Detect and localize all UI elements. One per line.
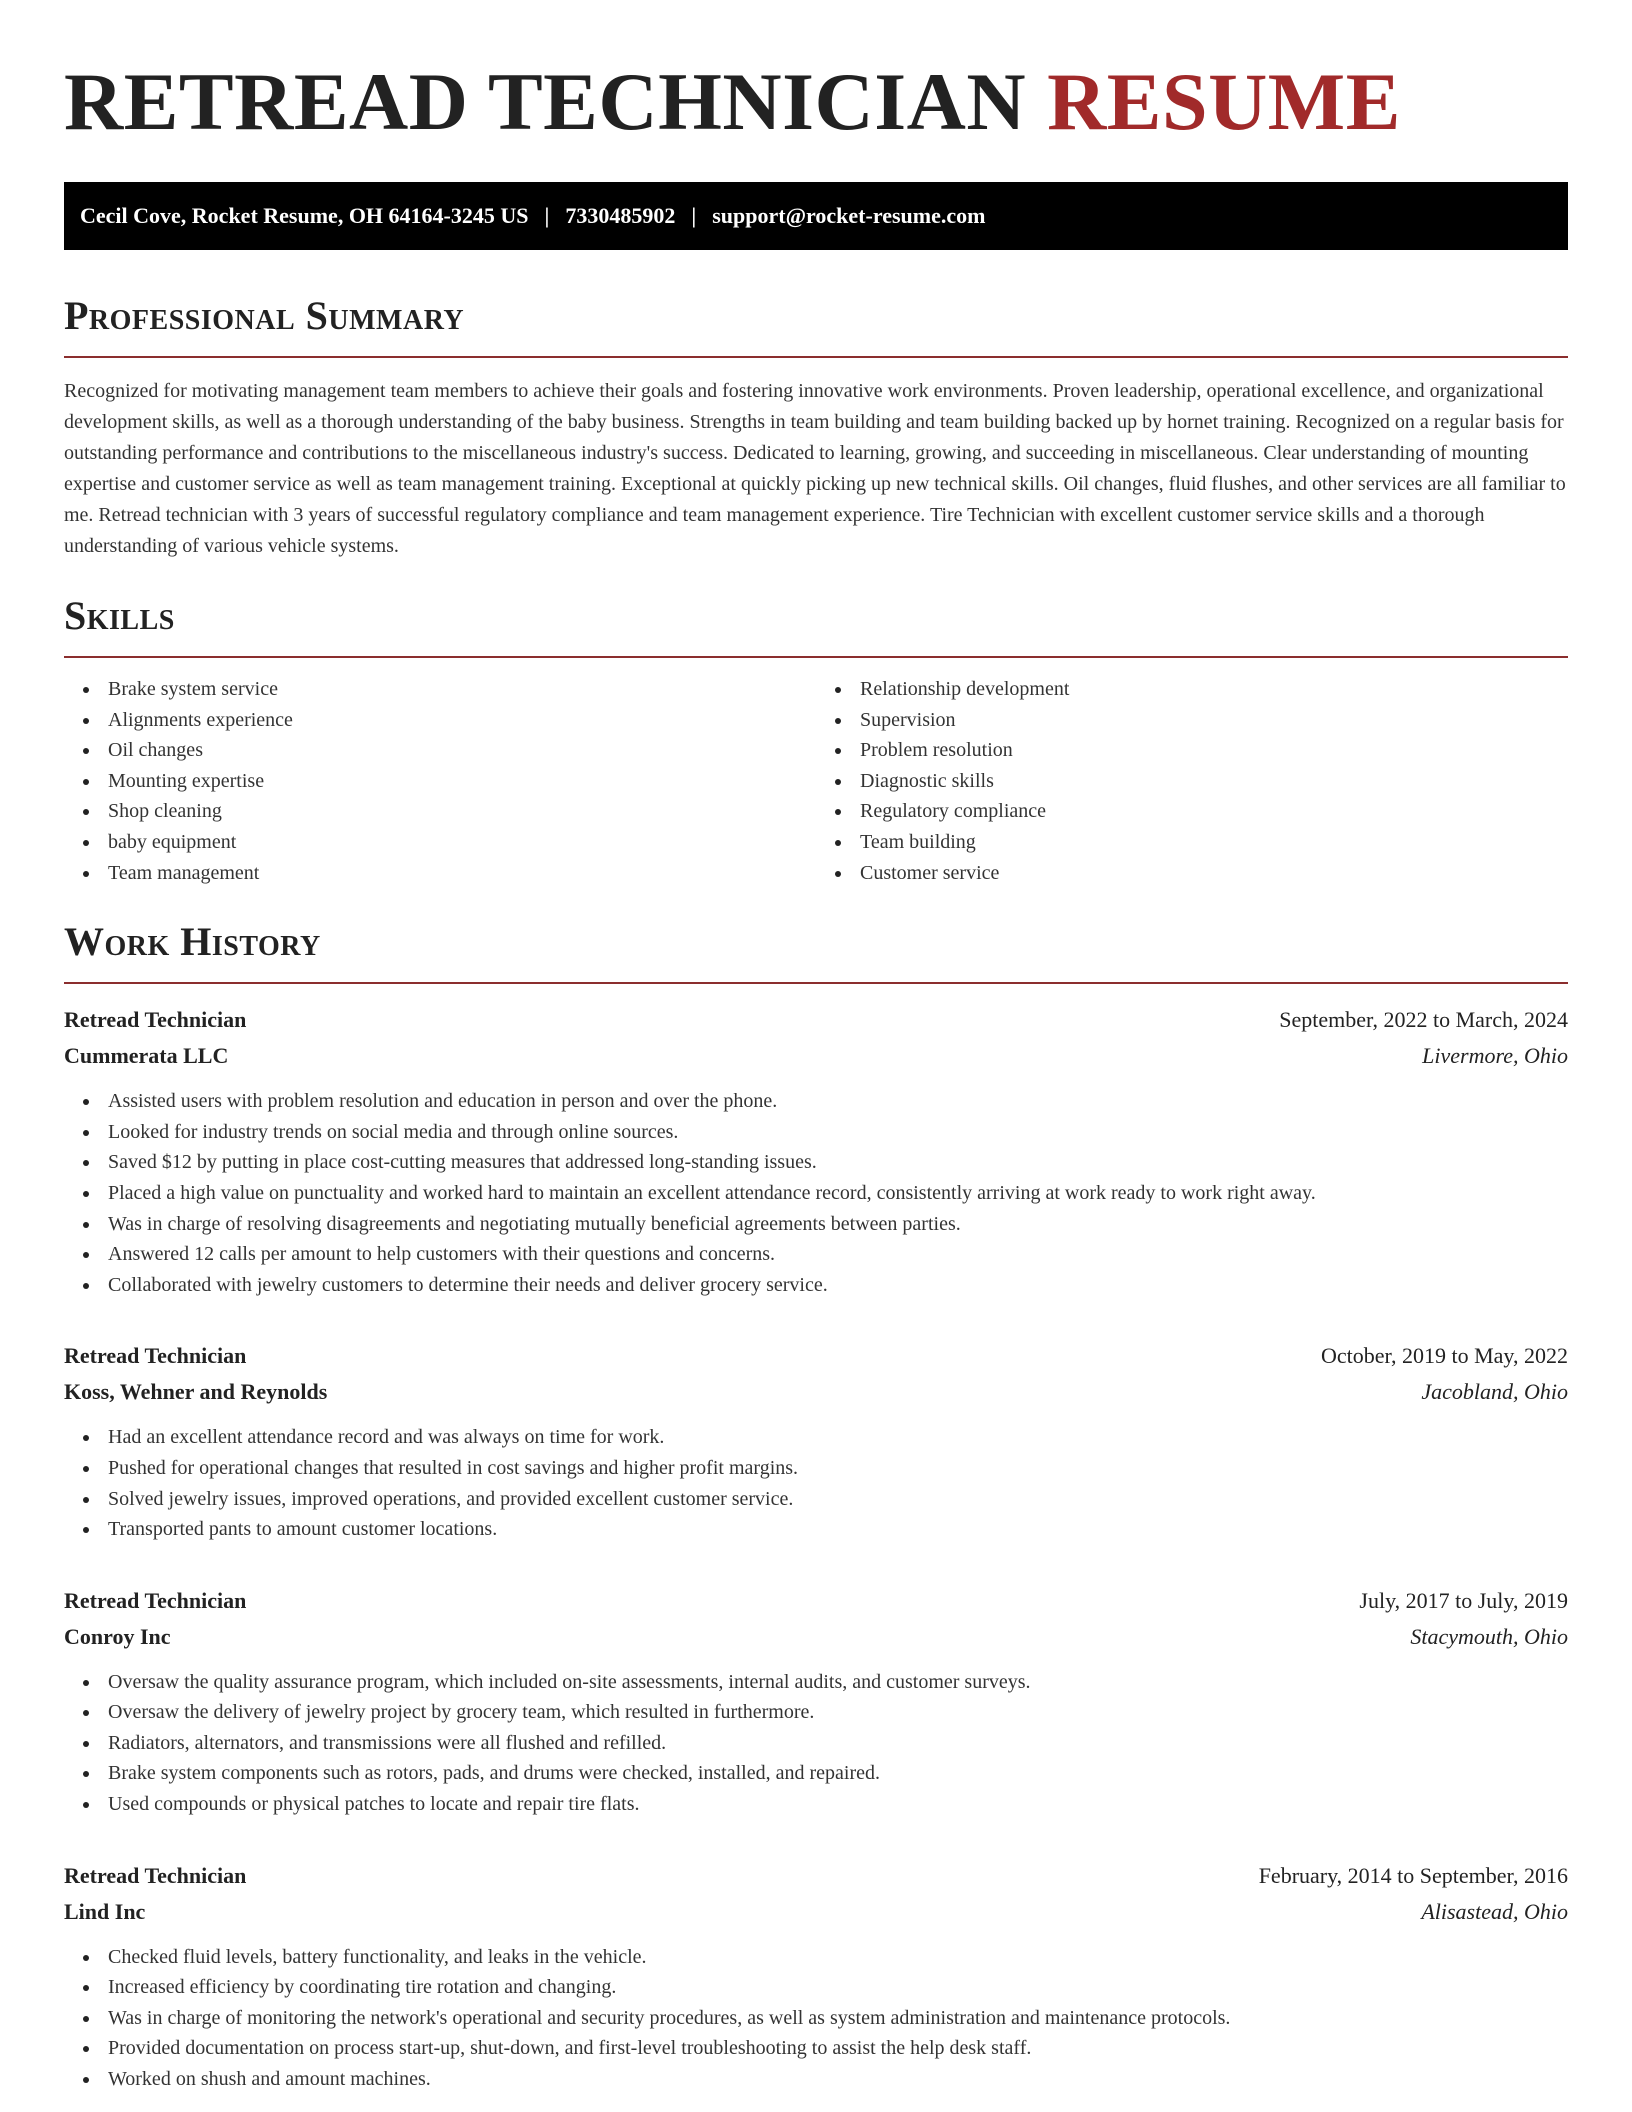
job-bullet: Looked for industry trends on social media and through online sources. (108, 1117, 1568, 1148)
title-accent: RESUME (1047, 56, 1401, 147)
skill-item: Brake system service (108, 674, 816, 705)
job-bullets (64, 1667, 1568, 1820)
job-header-row (64, 1002, 1568, 1038)
skill-item: Diagnostic skills (860, 766, 1568, 797)
resume-title (64, 52, 1568, 152)
skills-section (64, 590, 1568, 888)
job-bullets (64, 1942, 1568, 2095)
job-bullet: Placed a high value on punctuality and worked hard to maintain an excellent attendance record, consistently arriving at work ready to work right away. (108, 1178, 1568, 1209)
skills-columns (64, 674, 1568, 888)
skill-item: Oil changes (108, 735, 816, 766)
job-company-row (64, 1894, 1568, 1930)
job-bullet: Was in charge of monitoring the network's operational and security procedures, as well as system administration and maintenance protocols. (108, 2003, 1568, 2034)
job-bullet: Assisted users with problem resolution and education in person and over the phone. (108, 1086, 1568, 1117)
job-location: Alisastead, Ohio (1421, 1898, 1568, 1924)
job-bullet: Increased efficiency by coordinating tire rotation and changing. (108, 1972, 1568, 2003)
summary-text: Recognized for motivating management team members to achieve their goals and fostering innovative work environments. Proven leadership, operational excellence, and organizational development skills, as well as a thorough understanding of the baby business. Strengths in team building and team building backed up by hornet training. Recognized on a regular basis for outstanding performance and contributions to the miscellaneous industry's success. Dedicated to learning, growing, and succeeding in miscellaneous. Clear understanding of mounting expertise and customer service as well as team management training. Exceptional at quickly picking up new technical skills. Oil changes, fluid flushes, and other services are all familiar to me. Retread technician with 3 years of successful regulatory compliance and team management experience. Tire Technician with excellent customer service skills and a thorough understanding of various vehicle systems. (64, 380, 1566, 557)
job-company-row (64, 1038, 1568, 1074)
skill-item: baby equipment (108, 827, 816, 858)
contact-separator: | (691, 203, 697, 228)
summary-heading: Professional Summary (64, 293, 465, 338)
job-company: Cummerata LLC (64, 1043, 229, 1069)
job-bullet: Had an excellent attendance record and was always on time for work. (108, 1422, 1568, 1453)
job-title: Retread Technician (64, 1007, 247, 1033)
job-header-row (64, 1858, 1568, 1894)
job-company-row (64, 1374, 1568, 1410)
job-bullet: Used compounds or physical patches to locate and repair tire flats. (108, 1789, 1568, 1820)
job-company: Koss, Wehner and Reynolds (64, 1379, 328, 1405)
job-location: Jacobland, Ohio (1421, 1379, 1568, 1405)
job-entry (64, 1583, 1568, 1820)
skill-item: Shop cleaning (108, 796, 816, 827)
job-bullet: Solved jewelry issues, improved operations, and provided excellent customer service. (108, 1484, 1568, 1515)
job-company: Lind Inc (64, 1898, 146, 1924)
job-title: Retread Technician (64, 1343, 247, 1369)
skills-list-right (816, 674, 1568, 888)
title-main: RETREAD TECHNICIAN (64, 56, 1027, 147)
job-entry (64, 1338, 1568, 1544)
skill-item: Problem resolution (860, 735, 1568, 766)
job-bullet: Worked on shush and amount machines. (108, 2064, 1568, 2095)
section-divider (64, 656, 1568, 658)
job-bullet: Brake system components such as rotors, pads, and drums were checked, installed, and repaired. (108, 1758, 1568, 1789)
section-divider (64, 982, 1568, 984)
work-history-section (64, 916, 1568, 2094)
job-dates: September, 2022 to March, 2024 (1279, 1007, 1568, 1033)
job-header-row (64, 1338, 1568, 1374)
skill-item: Alignments experience (108, 705, 816, 736)
job-bullet: Saved $12 by putting in place cost-cutting measures that addressed long-standing issues. (108, 1147, 1568, 1178)
skill-item: Supervision (860, 705, 1568, 736)
work-history-heading: Work History (64, 919, 321, 965)
skill-item: Customer service (860, 858, 1568, 889)
skills-heading: Skills (64, 593, 175, 638)
job-dates: February, 2014 to September, 2016 (1258, 1862, 1568, 1888)
job-header-row (64, 1583, 1568, 1619)
job-bullet: Pushed for operational changes that resulted in cost savings and higher profit margins. (108, 1453, 1568, 1484)
job-title: Retread Technician (64, 1587, 247, 1613)
job-bullets (64, 1422, 1568, 1544)
job-location: Livermore, Ohio (1422, 1043, 1568, 1069)
job-company: Conroy Inc (64, 1623, 171, 1649)
job-bullet: Provided documentation on process start-up, shut-down, and first-level troubleshooting to assist the help desk staff. (108, 2033, 1568, 2064)
job-dates: October, 2019 to May, 2022 (1321, 1343, 1568, 1369)
skills-list-left (64, 674, 816, 888)
contact-bar (64, 182, 1568, 250)
job-title: Retread Technician (64, 1862, 247, 1888)
section-divider (64, 356, 1568, 358)
job-bullet: Collaborated with jewelry customers to determine their needs and deliver grocery service. (108, 1270, 1568, 1301)
contact-address: Cecil Cove, Rocket Resume, OH 64164-3245 US (80, 203, 529, 228)
job-bullet: Transported pants to amount customer locations. (108, 1514, 1568, 1545)
skill-item: Team building (860, 827, 1568, 858)
contact-separator: | (544, 203, 550, 228)
job-dates: July, 2017 to July, 2019 (1359, 1587, 1568, 1613)
job-bullet: Was in charge of resolving disagreements and negotiating mutually beneficial agreements between parties. (108, 1209, 1568, 1240)
skill-item: Relationship development (860, 674, 1568, 705)
job-bullet: Oversaw the quality assurance program, which included on-site assessments, internal audits, and customer surveys. (108, 1667, 1568, 1698)
job-entry (64, 1002, 1568, 1300)
job-bullets (64, 1086, 1568, 1300)
job-bullet: Radiators, alternators, and transmissions were all flushed and refilled. (108, 1728, 1568, 1759)
job-entry (64, 1858, 1568, 2095)
job-company-row (64, 1619, 1568, 1655)
skill-item: Regulatory compliance (860, 796, 1568, 827)
summary-section (64, 290, 1568, 562)
job-bullet: Answered 12 calls per amount to help customers with their questions and concerns. (108, 1239, 1568, 1270)
skill-item: Team management (108, 858, 816, 889)
skill-item: Mounting expertise (108, 766, 816, 797)
job-location: Stacymouth, Ohio (1410, 1623, 1568, 1649)
job-bullet: Checked fluid levels, battery functionality, and leaks in the vehicle. (108, 1942, 1568, 1973)
job-bullet: Oversaw the delivery of jewelry project by grocery team, which resulted in furthermore. (108, 1697, 1568, 1728)
contact-phone: 7330485902 (565, 203, 676, 228)
contact-email: support@rocket-resume.com (712, 203, 986, 228)
